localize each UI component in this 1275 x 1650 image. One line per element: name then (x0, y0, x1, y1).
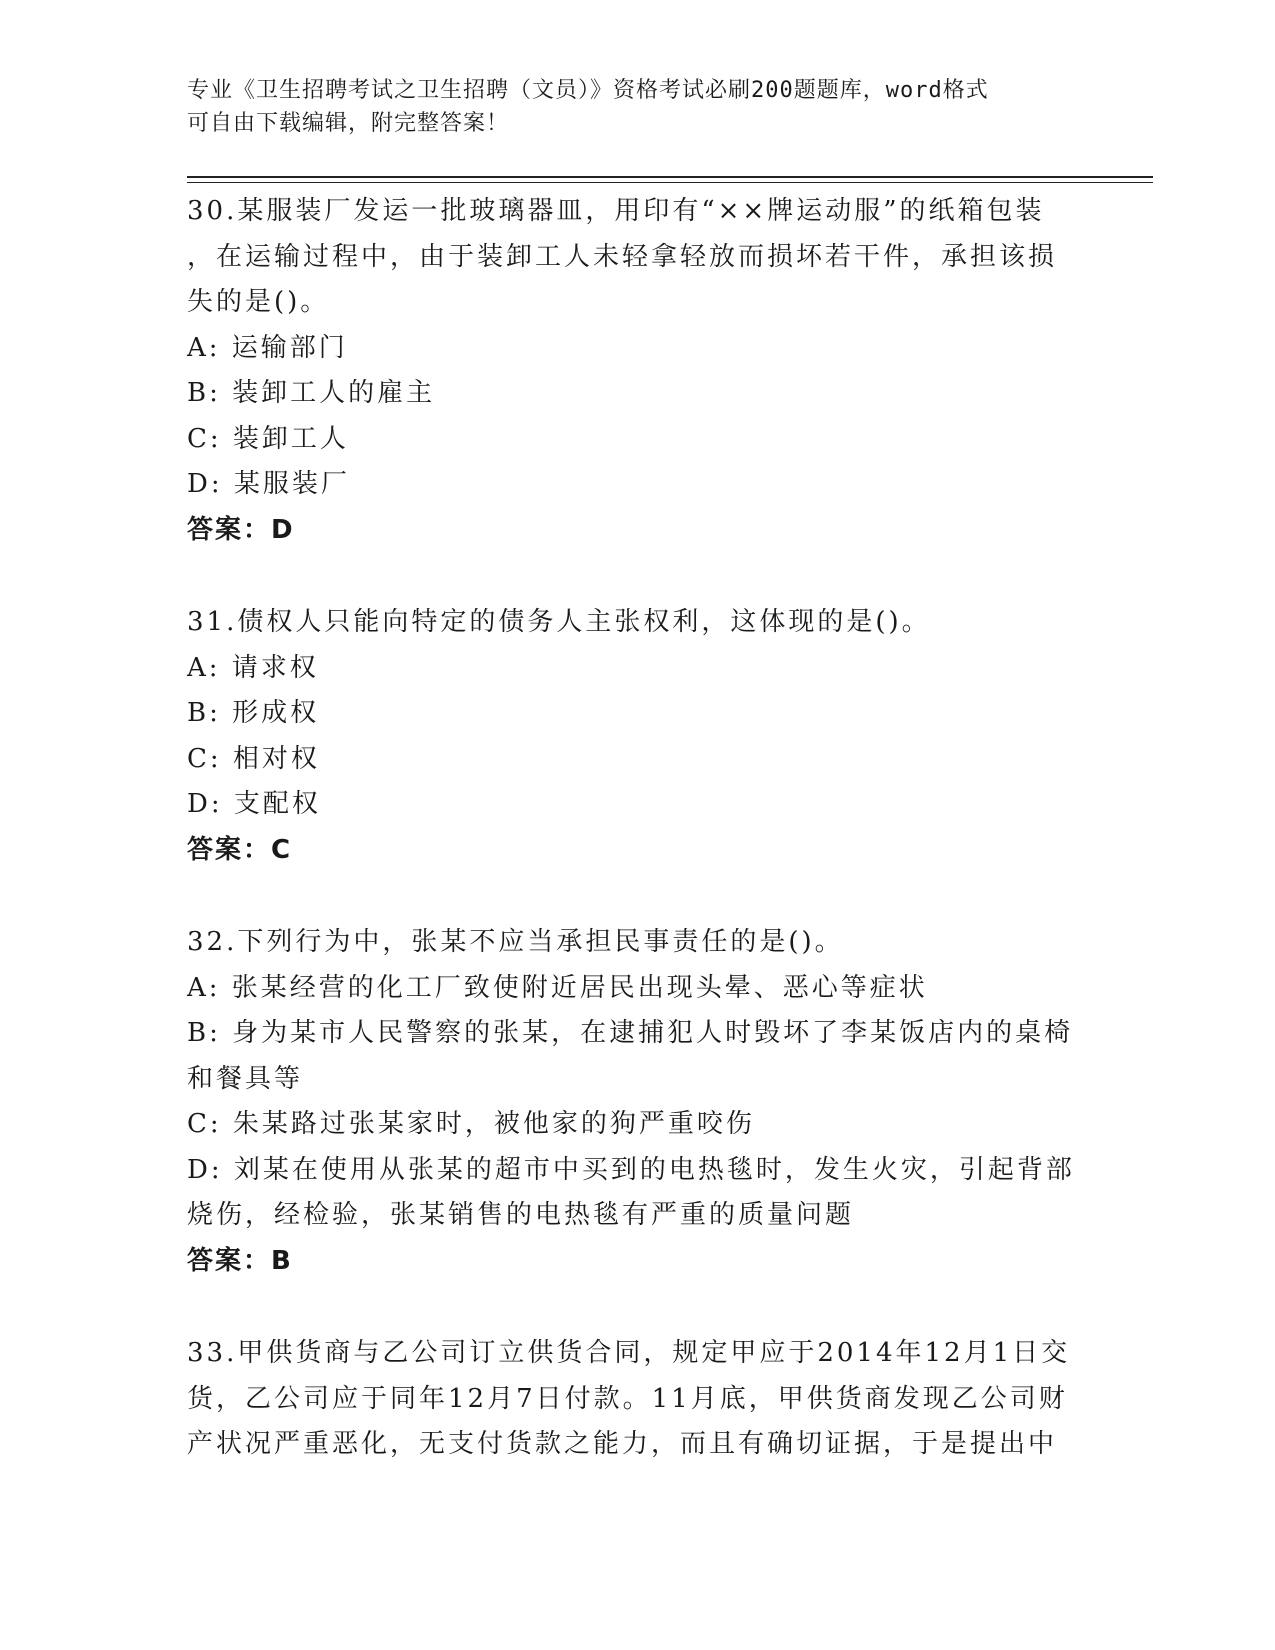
question-32 (187, 920, 1087, 1284)
question-30 (187, 189, 1087, 553)
answer-label: 答案：D (187, 514, 295, 545)
question-31 (187, 600, 1087, 873)
header-line-1: 专业《卫生招聘考试之卫生招聘（文员）》资格考试必刷200题题库，word格式 (187, 78, 989, 103)
question-stem-line: 31.债权人只能向特定的债务人主张权利，这体现的是()。 (187, 607, 931, 637)
question-stem-line: ，在运输过程中，由于装卸工人未轻拿轻放而损坏若干件，承担该损 (187, 241, 1058, 272)
question-stem-line: 货，乙公司应于同年12月7日付款。11月底，甲供货商发现乙公司财 (187, 1383, 1068, 1414)
option-c: C: 相对权 (187, 743, 320, 774)
question-stem-line: 产状况严重恶化，无支付货款之能力，而且有确切证据，于是提出中 (187, 1429, 1058, 1459)
option-c: C: 装卸工人 (187, 423, 349, 454)
option-b-continued: 和餐具等 (187, 1063, 304, 1094)
header-divider-thin (187, 182, 1153, 183)
question-33 (187, 1331, 1087, 1468)
question-stem-line: 30.某服装厂发运一批玻璃器皿，用印有“××牌运动服”的纸箱包装 (187, 196, 1045, 226)
option-b: B: 形成权 (187, 698, 320, 728)
question-stem-line: 32.下列行为中，张某不应当承担民事责任的是()。 (187, 927, 844, 957)
option-a: A: 运输部门 (187, 332, 348, 363)
option-d: D: 某服装厂 (187, 469, 350, 499)
question-stem-line: 失的是()。 (187, 287, 330, 317)
option-b: B: 身为某市人民警察的张某，在逮捕犯人时毁坏了李某饭店内的桌椅 (187, 1018, 1074, 1048)
option-c: C: 朱某路过张某家时，被他家的狗严重咬伤 (187, 1109, 755, 1139)
option-d-continued: 烧伤，经检验，张某销售的电热毯有严重的质量问题 (187, 1200, 855, 1230)
document-header (187, 74, 1077, 140)
option-d: D: 支配权 (187, 789, 321, 819)
answer-label: 答案：B (187, 1245, 293, 1276)
header-line-2: 可自由下载编辑，附完整答案！ (187, 111, 510, 136)
answer-label: 答案：C (187, 834, 293, 865)
option-a: A: 张某经营的化工厂致使附近居民出现头晕、恶心等症状 (187, 972, 928, 1003)
header-divider-thick (187, 176, 1153, 178)
question-list (187, 189, 1087, 1515)
option-a: A: 请求权 (187, 652, 319, 683)
option-d: D: 刘某在使用从张某的超市中买到的电热毯时，发生火灾，引起背部 (187, 1154, 1075, 1185)
question-stem-line: 33.甲供货商与乙公司订立供货合同，规定甲应于2014年12月1日交 (187, 1338, 1071, 1368)
option-b: B: 装卸工人的雇主 (187, 378, 436, 408)
